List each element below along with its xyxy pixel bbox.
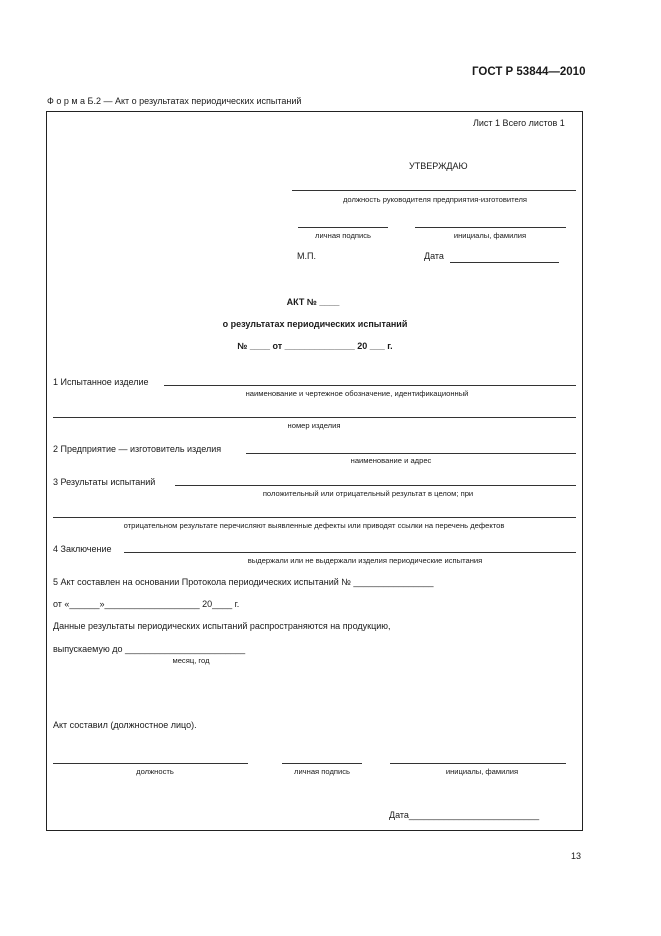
distribution-text: Данные результаты периодических испытаний распространяются на продукцию, [53, 621, 391, 631]
from-date-line: от «______»___________________ 20____ г. [53, 599, 240, 609]
item3-line2 [53, 517, 576, 518]
sheet-count: Лист 1 Всего листов 1 [473, 118, 565, 128]
item3-label: 3 Результаты испытаний [53, 477, 156, 487]
footer-date: Дата__________________________ [389, 810, 540, 820]
act-subtitle: о результатах периодических испытаний [222, 319, 408, 329]
footer-position-caption: должность [136, 767, 174, 776]
item4-line [124, 552, 576, 553]
item4-caption: выдержали или не выдержали изделия периодические испытания [247, 556, 483, 565]
item3-line [175, 485, 576, 486]
item3-caption: положительный или отрицательный результат в целом; при [262, 489, 474, 498]
position-line [292, 190, 576, 191]
item1-caption2: номер изделия [287, 421, 341, 430]
approve-title: УТВЕРЖДАЮ [409, 161, 468, 171]
item1-label: 1 Испытанное изделие [53, 377, 149, 387]
released-until: выпускаемую до ________________________ [53, 644, 246, 654]
item1-caption: наименование и чертежное обозначение, идентификационный [245, 389, 469, 398]
approve-date-line [450, 262, 559, 263]
standard-number: ГОСТ Р 53844—2010 [472, 66, 586, 78]
signature-line [298, 227, 388, 228]
act-title: АКТ № ____ [286, 297, 340, 307]
composed-by: Акт составил (должностное лицо). [53, 720, 197, 730]
item2-label: 2 Предприятие — изготовитель изделия [53, 444, 222, 454]
item3-caption2: отрицательном результате перечисляют выявленные дефекты или приводят ссылки на перечень дефектов [123, 521, 505, 530]
footer-signature-line [282, 763, 362, 764]
approve-date-label: Дата [424, 251, 444, 261]
item1-line2 [53, 417, 576, 418]
initials-line [415, 227, 566, 228]
stamp-label: М.П. [297, 251, 316, 261]
item2-line [246, 453, 576, 454]
act-number-line: № ____ от ______________ 20 ___ г. [237, 341, 393, 351]
item1-line [164, 385, 576, 386]
footer-initials-line [390, 763, 566, 764]
position-caption: должность руководителя предприятия-изготовителя [342, 195, 528, 204]
initials-caption: инициалы, фамилия [453, 231, 527, 240]
footer-initials-caption: инициалы, фамилия [445, 767, 519, 776]
footer-position-line [53, 763, 248, 764]
item5-text: 5 Акт составлен на основании Протокола периодических испытаний № ________________ [53, 577, 434, 587]
item2-caption: наименование и адрес [350, 456, 432, 465]
month-year-caption: месяц, год [172, 656, 210, 665]
signature-caption: личная подпись [315, 231, 371, 240]
page-number: 13 [571, 851, 582, 861]
footer-signature-caption: личная подпись [294, 767, 350, 776]
form-title: Ф о р м а Б.2 — Акт о результатах периодических испытаний [47, 96, 302, 106]
item4-label: 4 Заключение [53, 544, 112, 554]
